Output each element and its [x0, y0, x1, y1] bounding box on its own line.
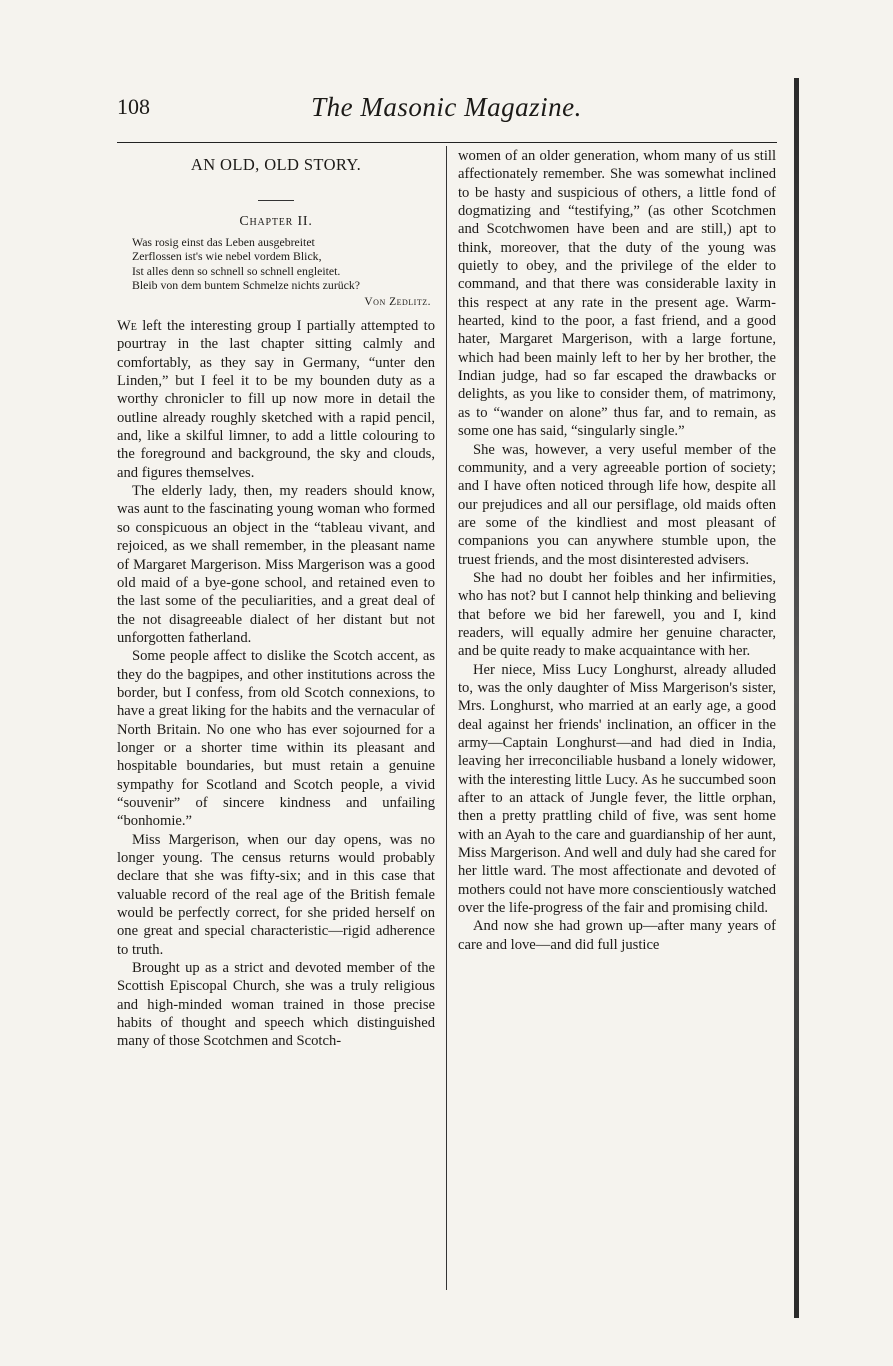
paragraph: She was, however, a very useful member of the community, and a very agreeable portion of society; and I have often noticed through life how, despite all our prejudices and all our persiflage, old maids often are some of the kindliest and most pleasant of companions you can anywhere stumble upon, the truest friends, and the most disinterested advisers.	[458, 441, 776, 568]
paragraph: Her niece, Miss Lucy Longhurst, already alluded to, was the only daughter of Miss Margerison's sister, Mrs. Longhurst, who married at an early age, a good deal against her friends' inclination, an officer in the army—Captain Longhurst—and had died in India, leaving her irreconciliable husband a lonely widower, with the interesting little Lucy. As he succumbed soon after to an attack of Jungle fever, the little orphan, then a pretty prattling child of five, was sent home with an Ayah to the care and guardianship of her aunt, Miss Margerison. And well and duly had she cared for her little ward. The most affectionate and devoted of mothers could not have more conscientiously watched over the life-progress of the fair and promising child.	[458, 661, 776, 917]
page-number: 108	[117, 94, 150, 119]
epigraph-line: Zerflossen ist's wie nebel vordem Blick,	[132, 249, 322, 264]
paragraph: Brought up as a strict and devoted member of the Scottish Episcopal Church, she was a truly religious and high-minded woman trained in those precise habits of thought and speech which distinguished many of those Scotchmen and Scotch-	[117, 960, 435, 1050]
left-column	[117, 150, 435, 1051]
page-edge-shadow	[794, 78, 799, 1318]
paragraph: The elderly lady, then, my readers should know, was aunt to the fascinating young woman who formed so conspicuous an object in the “tableau vivant, and rejoiced, as we shall remember, in the pleasant name of Margaret Margerison. Miss Margerison was a good old maid of a bye-gone school, and retained even to the last some of the peculiarities, and a great deal of the not disagreeable dialect of her distant but not unforgotten fatherland.	[117, 483, 435, 646]
article-title: AN OLD, OLD STORY.	[190, 155, 362, 174]
paragraph: And now she had grown up—after many years of care and love—and did full justice	[458, 918, 776, 953]
epigraph-attribution: Von Zedlitz.	[364, 295, 431, 308]
journal-title: The Masonic Magazine.	[311, 92, 582, 122]
header-rule	[117, 142, 777, 143]
paragraph: She had no doubt her foibles and her infirmities, who has not? but I cannot help thinking and believing that before we bid her farewell, you and I, kind readers, will equally admire her genuine character, and be quite ready to make acquaintance with her.	[458, 569, 776, 660]
paragraph-text: left the interesting group I partially attempted to pourtray in the last chapter sitting calmly and comfortably, as they say in Germany, “unter den Linden,” but I feel it to be my bounden duty as a worthy chronicler to fill up now more in detail the outline already roughly sketched with a rapid pencil, and, like a skilful limner, to add a little colouring to the foreground and background, the sky and clouds, and figures themselves.	[117, 318, 435, 481]
paragraph	[117, 317, 435, 482]
epigraph	[132, 235, 435, 293]
paragraph: women of an older generation, whom many of us still affectionately remember. She was somewhat inclined to be hasty and suspicious of others, a little fond of dogmatizing and “testifying,” (as other Scotchmen and Scotchwomen have been and are still,) apt to think, moreover, that the duty of the young was quietly to obey, and the privilege of the elder to command, and that there was considerable laxity in this respect at any rate in the present age. Warm-hearted, kind to the poor, a fast friend, and a good hater, Margaret Margerison, with a large fortune, which had been mainly left to her by her brother, the Indian judge, had so far escaped the drawbacks or delights, as you like to consider them, of matrimony, as to “wander on alone” thus far, and to remain, as some one has said, “singularly single.”	[458, 148, 776, 440]
opening-word: We	[117, 318, 137, 335]
epigraph-line: Was rosig einst das Leben ausgebreitet	[132, 234, 315, 249]
paragraph: Miss Margerison, when our day opens, was no longer young. The census returns would probably declare that she was fifty-six; and in this case that valuable record of the real age of the British female would be perfectly correct, for she prided herself on one great and special characteristic—rigid adherence to truth.	[117, 831, 435, 958]
title-rule	[258, 200, 294, 201]
chapter-heading: Chapter II.	[239, 214, 313, 230]
running-header	[0, 92, 893, 132]
right-column	[458, 147, 776, 954]
paragraph: Some people affect to dislike the Scotch accent, as they do the bagpipes, and other institutions across the border, but I confess, from old Scotch connexions, to have a great liking for the habits and the vernacular of North Britain. No one who has ever sojourned for a longer or a shorter time within its pleasant and hospitable boundaries, but must retain a genuine sympathy for Scotland and Scotch people, a vivid “souvenir” of sincere kindness and unfailing “bonhomie.”	[117, 648, 435, 830]
column-divider	[446, 146, 447, 1290]
epigraph-line: Bleib von dem buntem Schmelze nichts zurück?	[132, 278, 361, 293]
epigraph-line: Ist alles denn so schnell so schnell engleitet.	[132, 263, 341, 278]
